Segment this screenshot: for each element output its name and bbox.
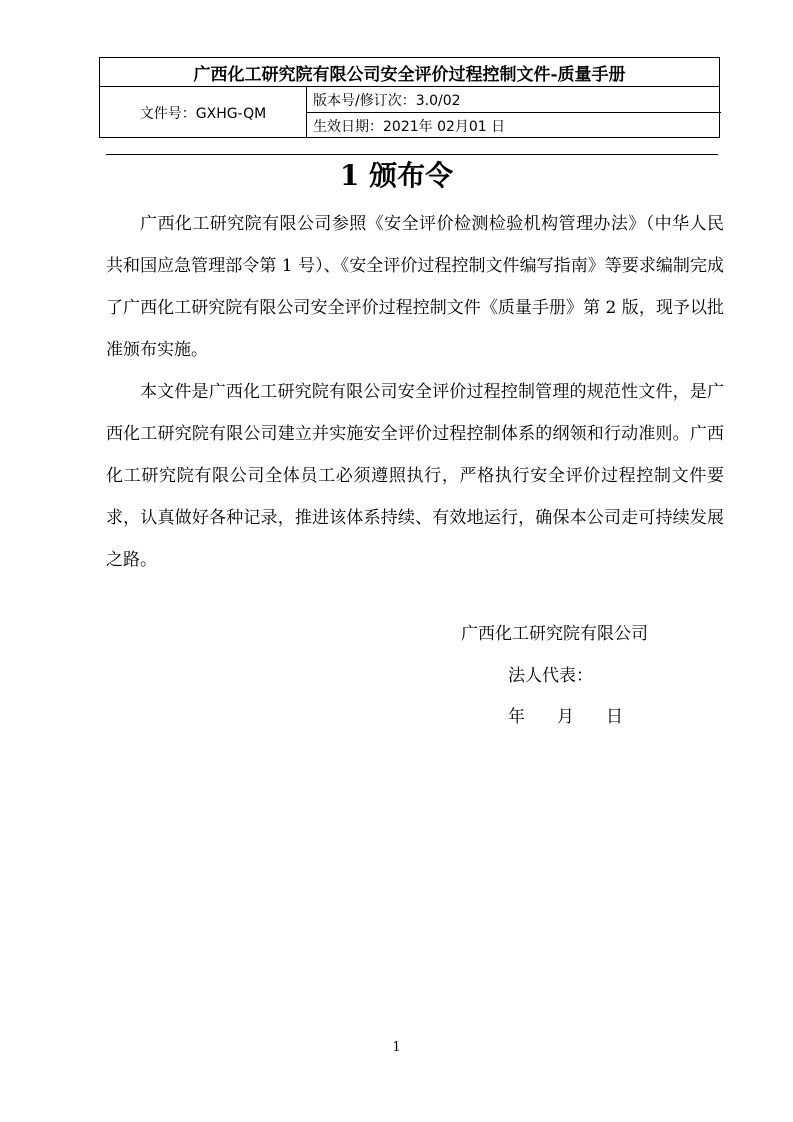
page-title: 1 颁布令 (339, 159, 454, 192)
doc-number: 文件号：GXHG-QM (100, 87, 307, 138)
header-divider (106, 154, 718, 155)
date-month: 月 (557, 707, 574, 727)
paragraph-2: 本文件是广西化工研究院有限公司安全评价过程控制管理的规范性文件，是广西化工研究院有限公司建立并实施安全评价过程控制体系的纲领和行动准则。广西化工研究院有限公司全体员工必须遵照执行，严格执行安全评价过程控制文件要求，认真做好各种记录，推进该体系持续、有效地运行，确保本公司走可持续发展之路。 (106, 382, 724, 570)
signature-company: 广西化工研究院有限公司 (461, 624, 648, 644)
date-day: 日 (606, 707, 623, 727)
signature-date (508, 705, 623, 729)
paragraph-1: 广西化工研究院有限公司参照《安全评价检测检验机构管理办法》（中华人民共和国应急管理部令第 1 号）、《安全评价过程控制文件编写指南》等要求编制完成了广西化工研究院有限公司安全评价过程控制文件《质量手册》第 2 版，现予以批准颁布实施。 (106, 214, 724, 360)
header-table (99, 57, 720, 138)
effective-date: 生效日期：2021年 02月01 日 (313, 118, 506, 135)
page-number: 1 (392, 1040, 401, 1055)
version-info: 版本号/修订次：3.0/02 (307, 87, 721, 113)
date-year: 年 (508, 707, 525, 727)
document-body (106, 203, 724, 581)
header-title: 广西化工研究院有限公司安全评价过程控制文件-质量手册 (100, 58, 719, 87)
signature-legal-rep: 法人代表： (508, 666, 593, 686)
